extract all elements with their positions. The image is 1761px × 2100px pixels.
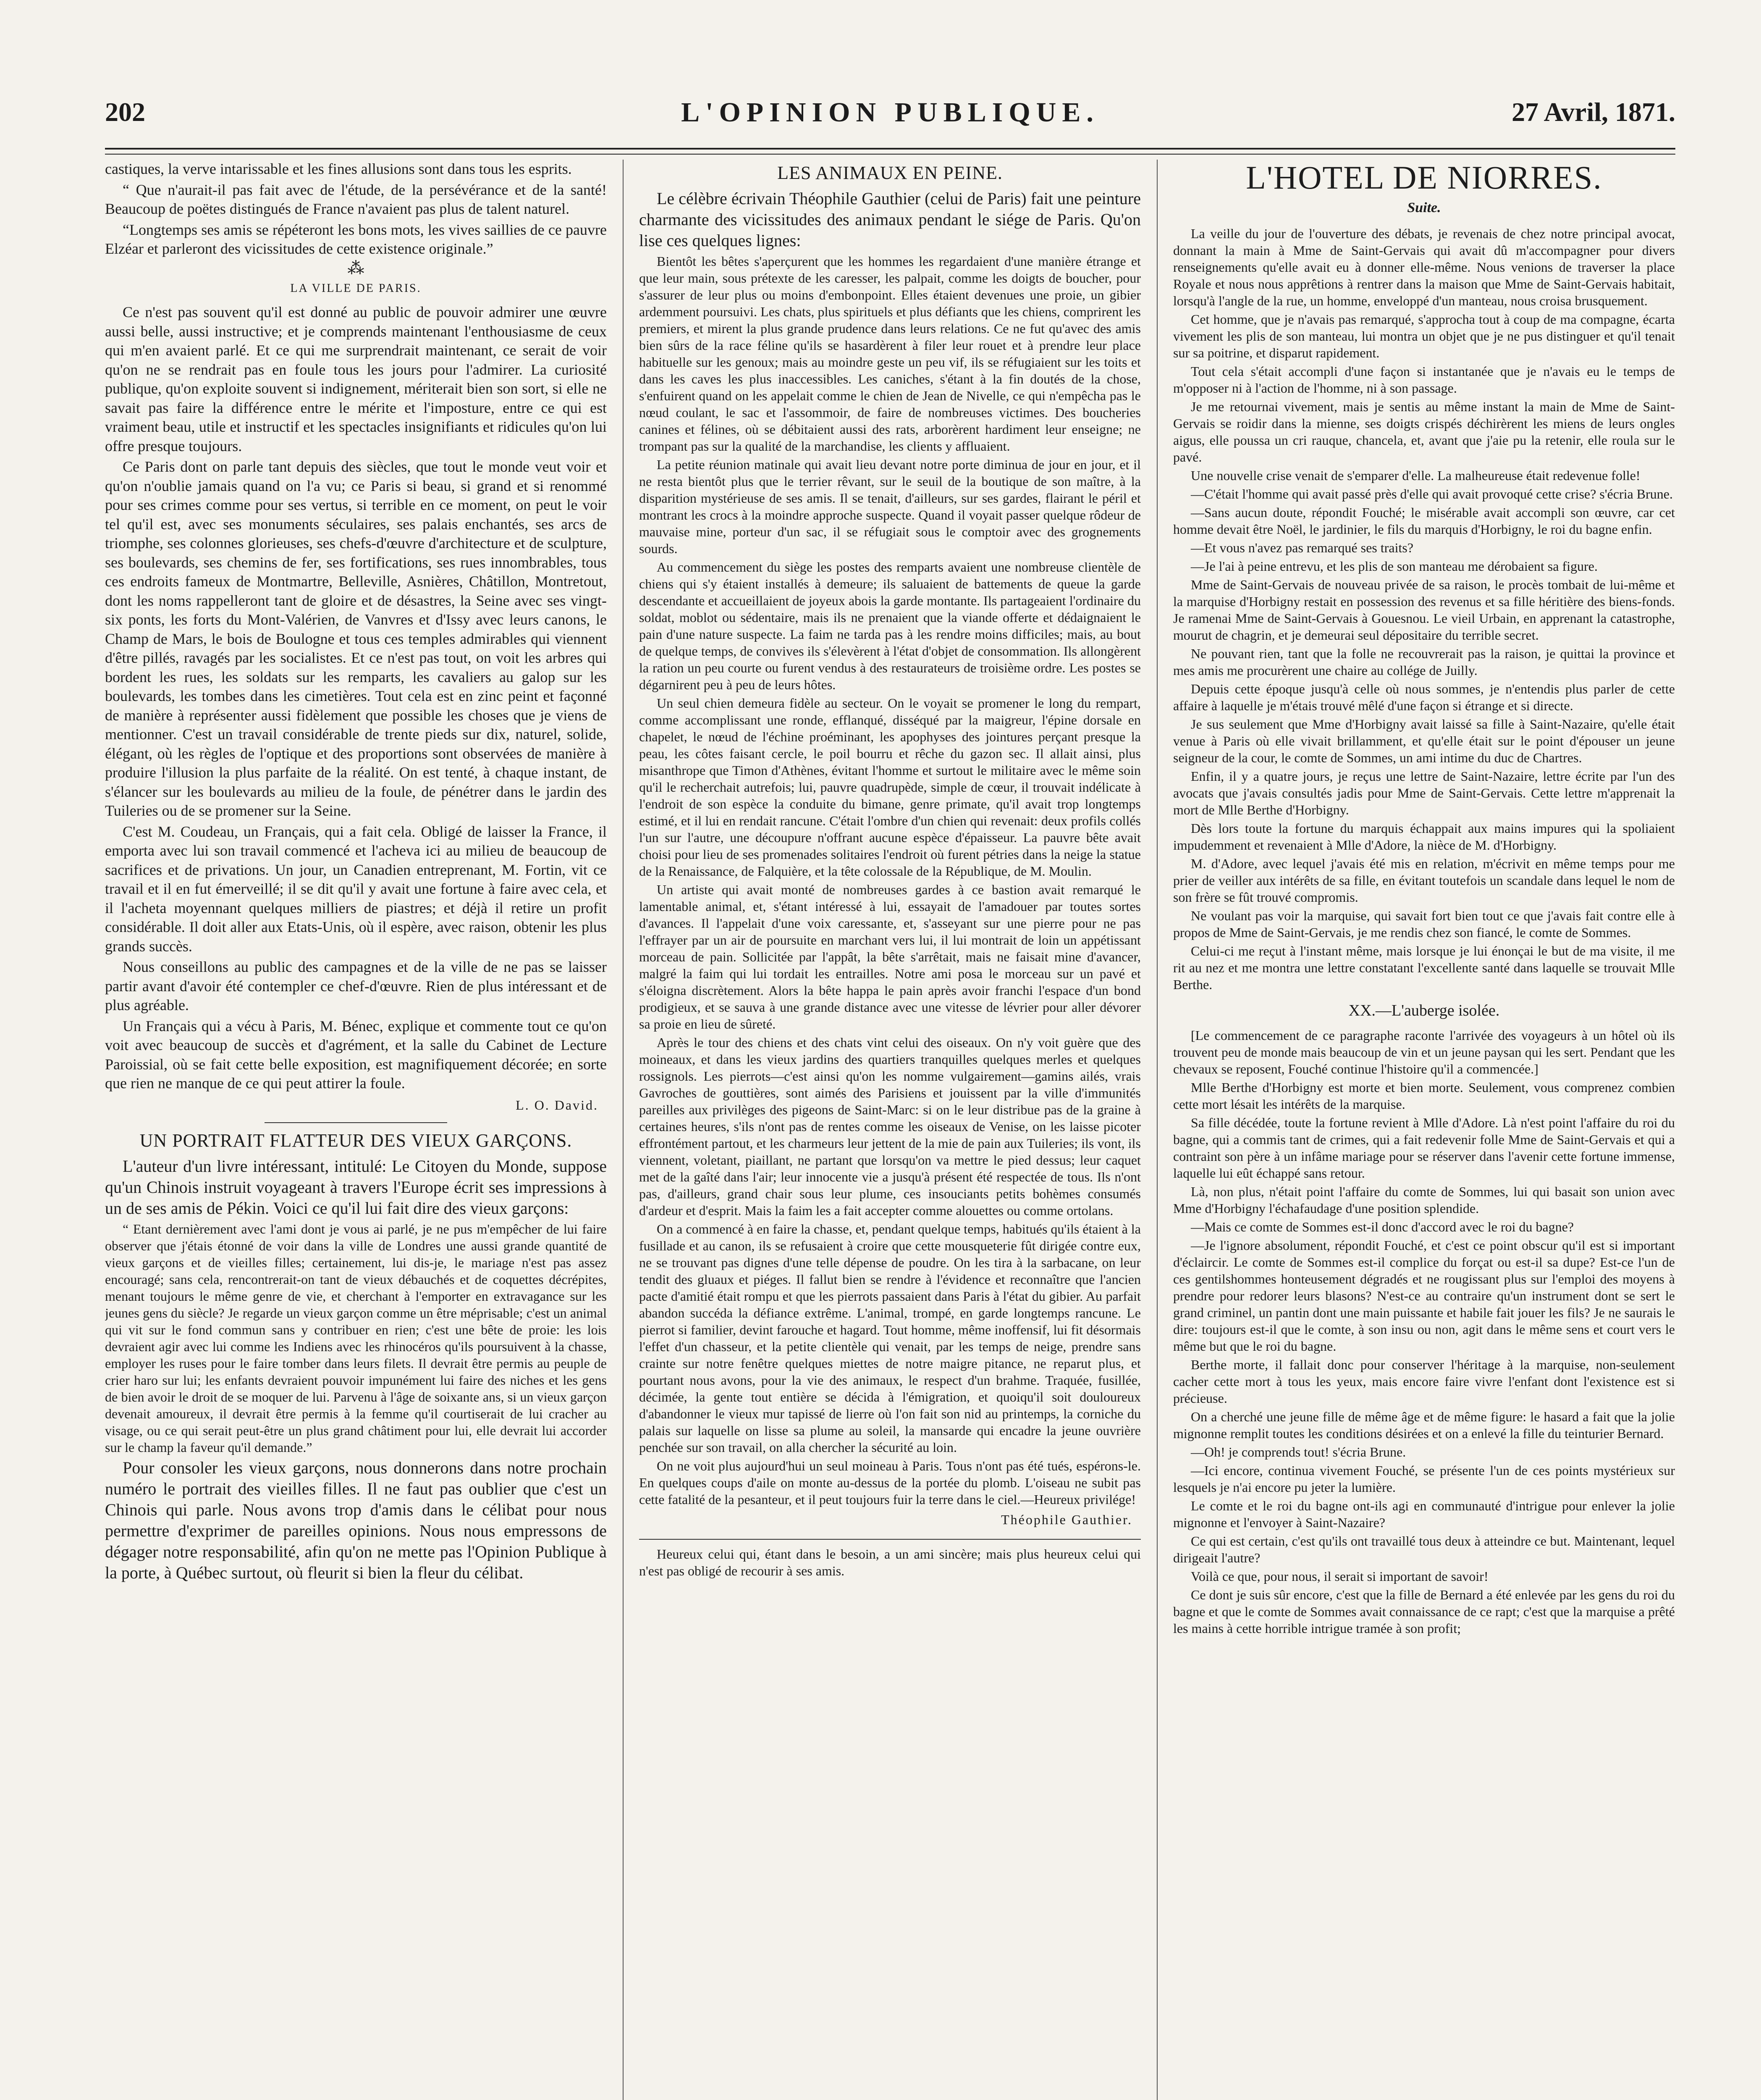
paragraph: castiques, la verve intarissable et les fines allusions sont dans tous les esprits. (105, 160, 572, 177)
masthead-rule (105, 148, 1675, 155)
paragraph: Après le tour des chiens et des chats vint celui des oiseaux. On n'y voit guère que des moineaux, et dans les vieux jardins des quartiers tranquilles quelques merles et quelques rossignols. Les pierrots—c'est ainsi qu'on les nomme vulgairement—gamins ailés, vrais Gavroches de gouttières, sont aimés des Parisiens et jouissent par la ville d'immunités pareilles aux privilèges des pigeons de Saint-Marc: si on le leur distribue pas de la graine à certaines heures, s'ils n'ont pas de rentes comme les oiseaux de Venise, on les laisse picoter effrontément partout, et les charmeurs leur jettent de la mie de pain aux Tuileries; ils vont, ils viennent, voletant, piaillant, ne partant que lorsqu'on va mettre le pied dessus; leur caquet met de la gaîté dans l'air; leur innocente vie a jusqu'à présent été respectée de tous. Ils n'ont pas, d'ailleurs, grand chair sous leur plume, ces insouciants petits bohèmes consumés d'ardeur et d'esprit. Mais la faim les a fait accepter comme alouettes ou comme ortolans. (639, 1035, 1141, 1218)
paragraph: —C'était l'homme qui avait passé près d'elle qui avait provoqué cette crise? s'écria Brune. (1191, 486, 1673, 501)
paragraph: Là, non plus, n'était point l'affaire du comte de Sommes, lui qui basait son union avec Mme d'Horbigny l'échafaudage d'une position splendide. (1173, 1184, 1675, 1216)
asterism-separator: ⁂ (347, 258, 364, 278)
article-intro: Le célèbre écrivain Théophile Gauthier (celui de Paris) fait une peinture charmante des vicissitudes des animaux pendant le siége de Paris. Qu'on lise ces quelques lignes: (639, 189, 1141, 250)
chapter-heading: XX.—L'auberge isolée. (1348, 1001, 1500, 1019)
column-3 (1173, 160, 1675, 2100)
paragraph: Dès lors toute la fortune du marquis échappait aux mains impures qui la spoliaient impudemment et revenaient à Mlle d'Adore, la nièce de M. d'Horbigny. (1173, 820, 1675, 853)
issue-date: 27 Avril, 1871. (1512, 97, 1675, 127)
article-heading-ville-de-paris: LA VILLE DE PARIS. (290, 281, 422, 295)
paragraph: Ne pouvant rien, tant que la folle ne recouvrerait pas la raison, je quittai la province et mes amis me procurèrent une chaire au collége de Juilly. (1173, 646, 1675, 678)
masthead (105, 97, 1675, 143)
page-number: 202 (105, 97, 145, 127)
paragraph: Un seul chien demeura fidèle au secteur. On le voyait se promener le long du rempart, comme accomplissant une ronde, efflanqué, disséqué par la maigreur, l'épine dorsale en chapelet, le nœud de l'échine proéminant, les apophyses des jointures perçant presque la peau, les côtes faisant cercle, le poil bourru et rêche du gazon sec. Il allait ainsi, plus misanthrope que Timon d'Athènes, évitant l'homme et surtout le militaire avec le même soin qu'il le recherchait autrefois; lui, pauvre quadrupède, simple de cœur, il trouvait indélicate à l'endroit de son espèce la conduite du bimane, genre primate, qu'il avait trop longtemps estimé, et il lui en rendait rancune. C'était l'ombre d'un chien qui revenait: deux profils collés l'un sur l'autre, une découpure n'offrant aucune espèce d'épaisseur. La pauvre bête avait choisi pour lieu de ses promenades solitaires l'endroit où furent pétries dans la neige la statue de la Renaissance, de Falquière, et la tête colossale de la République, de M. Moulin. (639, 696, 1141, 879)
column-1 (105, 160, 607, 2100)
paragraph: “Longtemps ses amis se répéteront les bons mots, les vives saillies de ce pauvre Elzéar et parleront des vicissitudes de cette existence originale.” (105, 221, 607, 257)
paragraph: La veille du jour de l'ouverture des débats, je revenais de chez notre principal avocat, donnant la main à Mme de Saint-Gervais qui avait dû m'accompagner pour divers renseignements qu'elle avait eu à donner elle-même. Nous venions de traverser la place Royale et nous nous apprêtions à rentrer dans la maison que Mme de Saint-Gervais habitait, lorsqu'à l'angle de la rue, un homme, enveloppé d'un manteau, nous croisa brusquement. (1173, 226, 1675, 308)
paragraph: —Je l'ai à peine entrevu, et les plis de son manteau me dérobaient sa figure. (1191, 558, 1598, 574)
section-divider (265, 1122, 447, 1123)
paragraph: —Ici encore, continua vivement Fouché, se présente l'un de ces points mystérieux sur lesquels je n'ai encore pu jeter la lumière. (1173, 1463, 1675, 1495)
article-heading-portrait: UN PORTRAIT FLATTEUR DES VIEUX GARÇONS. (139, 1130, 572, 1151)
paragraph: Un Français qui a vécu à Paris, M. Bénec, explique et commente tout ce qu'on voit avec beaucoup de succès et d'agrément, et la salle du Cabinet de Lecture Paroissial, où se fait cette belle exposition, est magnifiquement décorée; en sorte que rien ne manque de ce qui peut attirer la foule. (105, 1017, 607, 1092)
paragraph: Le comte et le roi du bagne ont-ils agi en communauté d'intrigue pour enlever la jolie mignonne et l'envoyer à Saint-Nazaire? (1173, 1498, 1675, 1530)
article-heading-animaux: LES ANIMAUX EN PEINE. (777, 163, 1003, 183)
author-signature: Théophile Gauthier. (1001, 1512, 1132, 1527)
paragraph: On a cherché une jeune fille de même âge et de même figure: le hasard a fait que la jolie mignonne remplit toutes les conditions désirées et on a enlevé la fille du teinturier Bernard. (1173, 1409, 1675, 1441)
paragraph: Sa fille décédée, toute la fortune revient à Mlle d'Adore. Là n'est point l'affaire du roi du bagne, qui a commis tant de crimes, qui a fait redevenir folle Mme de Saint-Gervais et qui a contraint son père à un infâme mariage pour se réserver dans l'avenir cette fortune immense, laquelle lui eût échappé sans retour. (1173, 1115, 1675, 1181)
column-divider (1157, 160, 1158, 2100)
paragraph: Ne voulant pas voir la marquise, qui savait fort bien tout ce que j'avais fait contre elle à propos de Mme de Saint-Gervais, je me rendis chez son fiancé, le comte de Sommes. (1173, 908, 1675, 940)
paragraph: Ce n'est pas souvent qu'il est donné au public de pouvoir admirer une œuvre aussi belle, aussi instructive; et je comprends maintenant l'enthousiasme de ceux qui m'en avaient parlé. Et ce qui me surprendrait maintenant, ce serait de voir qu'on ne se rendrait pas en foule tous les jours pour l'admirer. La curiosité publique, qu'on exploite souvent si indignement, mériterait bien son sort, si elle ne savait pas faire la différence entre le mérite et l'imposture, entre ce qui est vraiment beau, utile et instructif et les spectacles insignifiants et ridicules qu'on lui offre presque toujours. (105, 304, 607, 454)
column-2 (639, 160, 1141, 2100)
article-closing: Pour consoler les vieux garçons, nous donnerons dans notre prochain numéro le portrait des vieilles filles. Il ne faut pas oublier que c'est un Chinois qui parle. Nous avons trop d'amis dans le célibat pour nous permettre d'exprimer de pareilles opinions. Nous nous empressons de dégager notre responsabilité, afin qu'on ne mette pas l'Opinion Publique à la porte, à Québec surtout, où fleurit si bien la fleur du célibat. (105, 1458, 607, 1582)
paragraph: Enfin, il y a quatre jours, je reçus une lettre de Saint-Nazaire, lettre écrite par l'un des avocats que j'avais consultés jadis pour Mme de Saint-Gervais. Cette lettre m'apprenait la mort de Mlle Berthe d'Horbigny. (1173, 768, 1675, 817)
paragraph: [Le commencement de ce paragraphe raconte l'arrivée des voyageurs à un hôtel où ils trouvent peu de monde mais beaucoup de vin et un jeune paysan qui les sert. Pendant que les chevaux se reposent, Fouché continue l'histoire qu'il a commencée.] (1173, 1028, 1675, 1076)
article-lead: L'auteur d'un livre intéressant, intitulé: Le Citoyen du Monde, suppose qu'un Chinois instruit voyageant à travers l'Europe écrit ses impressions à un de ses amis de Pékin. Voici ce qu'il lui fait dire des vieux garçons: (105, 1157, 607, 1218)
paragraph: Voilà ce que, pour nous, il serait si important de savoir! (1191, 1569, 1488, 1584)
paragraph: Celui-ci me reçut à l'instant même, mais lorsque je lui énonçai le but de ma visite, il me rit au nez et me montra une lettre constatant l'excellente santé dans laquelle se trouvait Mlle Berthe. (1173, 943, 1675, 992)
paragraph: —Oh! je comprends tout! s'écria Brune. (1191, 1444, 1406, 1460)
feuilleton-suite-label: Suite. (1407, 200, 1441, 215)
paragraph: La petite réunion matinale qui avait lieu devant notre porte diminua de jour en jour, et il ne resta bientôt plus que le terrier rêvant, sur le seuil de la boutique de son maître, à la disparition mystérieuse de ses amis. Il se tenait, d'ailleurs, sur ses gardes, flairant le péril et montrant les crocs à la moindre approche suspecte. Quand il voyait passer quelque rôdeur de mauvaise mine, porteur d'un sac, il se réfugiait sous le comptoir avec des grognements sourds. (639, 457, 1141, 556)
paragraph: Je sus seulement que Mme d'Horbigny avait laissé sa fille à Saint-Nazaire, qu'elle était venue à Paris où elle vivait brillamment, et qu'elle était sur le point d'épouser un jeune seigneur de la cour, le comte de Sommes, un ami intime du duc de Chartres. (1173, 716, 1675, 765)
paragraph: Berthe morte, il fallait donc pour conserver l'héritage à la marquise, non-seulement cacher cette mort à tous les yeux, mais encore faire vivre l'enfant dont l'existence est si précieuse. (1173, 1357, 1675, 1406)
paragraph: Depuis cette époque jusqu'à celle où nous sommes, je n'entendis plus parler de cette affaire à laquelle je m'étais trouvé mêlé d'une façon si étrange et si directe. (1173, 681, 1675, 713)
paragraph: Mlle Berthe d'Horbigny est morte et bien morte. Seulement, vous comprenez combien cette mort lésait les intérêts de la marquise. (1173, 1080, 1675, 1112)
paragraph: Cet homme, que je n'avais pas remarqué, s'approcha tout à coup de ma compagne, écarta vivement les plis de son manteau, lui montra un objet que je ne pus distinguer et qu'il tenait sur sa poitrine, et disparut rapidement. (1173, 311, 1675, 360)
paragraph: —Je l'ignore absolument, répondit Fouché, et c'est ce point obscur qu'il est si important d'éclaircir. Le comte de Sommes est-il complice du forçat ou est-il sa dupe? Est-ce l'un de ces gentilshommes honteusement dégradés et ne rougissant plus sur l'emploi des moyens à prendre pour redorer leurs blasons? N'est-ce au contraire qu'un instrument dont se sert le grand criminel, un pantin dont une main puissante et habile fait jouer les fils? Je ne saurais le dire: toujours est-il que le comte, à son insu ou non, agit dans le même sens et court vers le même but que le roi du bagne. (1173, 1238, 1675, 1354)
paragraph: Tout cela s'était accompli d'une façon si instantanée que je n'avais eu le temps de m'opposer ni à l'action de l'homme, ni à son passage. (1173, 363, 1675, 396)
paragraph: Mme de Saint-Gervais de nouveau privée de sa raison, le procès tombait de lui-même et la marquise d'Horbigny restait en possession des revenus et sa fille héritière des biens-fonds. Je ramenai Mme de Saint-Gervais à Gouesnou. Le vieil Urbain, en apprenant la catastrophe, mourut de chagrin, et je demeurai seul dépositaire du terrible secret. (1173, 577, 1675, 643)
paragraph: “ Que n'aurait-il pas fait avec de l'étude, de la persévérance et de la santé! Beaucoup de poëtes distingués de France n'avaient pas plus de talent naturel. (105, 181, 607, 217)
paragraph: Ce qui est certain, c'est qu'ils ont travaillé tous deux à atteindre ce but. Maintenant, lequel dirigeait l'autre? (1173, 1533, 1675, 1565)
paragraph: Une nouvelle crise venait de s'emparer d'elle. La malheureuse était redevenue folle! (1191, 467, 1640, 483)
paragraph: —Mais ce comte de Sommes est-il donc d'accord avec le roi du bagne? (1191, 1219, 1574, 1234)
paragraph: —Et vous n'avez pas remarqué ses traits? (1191, 540, 1414, 555)
paragraph: —Sans aucun doute, répondit Fouché; le misérable avait accompli son œuvre, car cet homme devait être Noël, le jardinier, le fils du marquis d'Horbigny, le roi du bagne enfin. (1173, 504, 1675, 537)
paragraph: C'est M. Coudeau, un Français, qui a fait cela. Obligé de laisser la France, il emporta avec lui son travail commencé et l'acheva ici au milieu de beaucoup de sacrifices et de privations. Un jour, un Canadien entreprenant, M. Fortin, vit ce travail et il en fut émerveillé; il se dit qu'il y avait une fortune à faire avec cela, et il l'acheta moyennant quelques milliers de piastres; et déjà il retire un profit considérable. Il doit aller aux Etats-Unis, où il espère, avec raison, obtenir les plus grands succès. (105, 823, 607, 955)
feuilleton-title: L'HOTEL DE NIORRES. (1246, 160, 1602, 196)
author-signature: L. O. David. (516, 1097, 598, 1113)
paragraph: Nous conseillons au public des campagnes et de la ville de ne pas se laisser partir avant d'avoir été contempler ce chef-d'œuvre. Rien de plus intéressant et de plus agréable. (105, 958, 607, 1013)
paragraph: On ne voit plus aujourd'hui un seul moineau à Paris. Tous n'ont pas été tués, espérons-le. En quelques coups d'aile on monte au-dessus de la portée du plomb. L'oiseau ne subit pas cette fatalité de la pesanteur, et il peut toujours fuir la terre dans le ciel.—Heureux privilége! (639, 1458, 1141, 1507)
paragraph: Un artiste qui avait monté de nombreuses gardes à ce bastion avait remarqué le lamentable animal, et, s'étant intéressé à lui, essayait de l'amadouer par toutes sortes d'avances. Il l'appelait d'une voix caressante, et, s'asseyant sur une pierre pour ne pas l'effrayer par un air de poursuite en marchant vers lui, il lui montrait de loin un appétissant morceau de pain. Sollicitée par l'appât, la bête s'arrêtait, mais ne faisait mine d'avancer, malgré la faim qui lui tordait les entrailles. Notre ami posa le morceau sur un pavé et s'éloigna discrètement. Alors la bête happa le pain après avoir franchi l'espace d'un bond prodigieux, et se sauva à une grande distance avec une vitesse de lévrier pour aller dévorer sa proie en lieu de sûreté. (639, 882, 1141, 1032)
paragraph: Je me retournai vivement, mais je sentis au même instant la main de Mme de Saint-Gervais se roidir dans la mienne, ses doigts crispés déchirèrent les miens de leurs ongles aigus, elle poussa un cri rauque, chancela, et, avant que j'aie pu la retenir, elle roula sur le pavé. (1173, 399, 1675, 465)
paragraph: Au commencement du siège les postes des remparts avaient une nombreuse clientèle de chiens qui s'y étaient installés à demeure; ils saluaient de battements de queue la garde descendante et accueillaient de joyeux abois la garde montante. Ils partageaient l'ordinaire du soldat, moblot ou sédentaire, mais ils ne prenaient que la viande offerte et dédaignaient le pain d'une nature suspecte. La faim ne tarda pas à les rendre moins difficiles; mais, au bout de quelque temps, de convives ils s'élevèrent à l'état d'objet de consommation. Ils allongèrent la ration un peu courte ou furent vendus à des restaurateurs de troisième ordre. Les postes se dégarnirent peu à peu de leurs hôtes. (639, 559, 1141, 692)
maxim: Heureux celui qui, étant dans le besoin, a un ami sincère; mais plus heureux celui qui n'est pas obligé de recourir à ses amis. (639, 1539, 1141, 1579)
paragraph: Ce Paris dont on parle tant depuis des siècles, que tout le monde veut voir et qu'on n'oublie jamais quand on l'a vu; ce Paris si beau, si grand et si renommé pour ses crimes comme pour ses vertus, si terrible en ce moment, on peut le voir tel qu'il est, avec ses monuments séculaires, ses palais enchantés, ses arcs de triomphe, ses colonnes glorieuses, ses chefs-d'œuvre d'architecture et de sculpture, ses boulevards, ses chemins de fer, ses fortifications, ses rues innombrables, tous ces endroits fameux de Montmartre, Belleville, Asnières, Châtillon, Montretout, dont les noms rappelleront tant de gloire et de désastres, la Seine avec ses vingt-six ponts, les forts du Mont-Valérien, de Vanvres et d'Issy avec leurs canons, le Champ de Mars, le bois de Boulogne et tous ces temples admirables qui viennent d'être pillés, ravagés par les socialistes. Et ce n'est pas tout, on voit les arbres qui bordent les rues, les soldats sur les remparts, les cavaliers au galop sur les boulevards, les tombes dans les cimetières. Tout cela est en zinc peint et façonné de manière à représenter aussi fidèlement que possible les choses que je viens de mentionner. C'est un travail considérable de trente pieds sur dix, naturel, solide, élégant, où les règles de l'optique et des proportions sont observées de manière à produire l'illusion la plus parfaite de la réalité. On est tenté, à chaque instant, de s'élancer sur les boulevards au milieu de la foule, de pénétrer dans le jardin des Tuileries ou de se promener sur la Seine. (105, 458, 607, 819)
quoted-passage: “ Etant dernièrement avec l'ami dont je vous ai parlé, je ne pus m'empêcher de lui faire observer que j'étais étonné de voir dans la ville de Londres une aussi grande quantité de vieux garçons et de vieilles filles; certainement, lui dis-je, le mariage n'est pas assez encouragé; sans cela, rencontrerait-on tant de vieux débauchés et de coquettes décrépites, menant toujours le même genre de vie, et cherchant à l'emporter en extravagance sur les jeunes gens du siècle? Je regarde un vieux garçon comme un être méprisable; c'est un animal qui vit sur le fond commun sans y contribuer en rien; c'est une bête de proie: les lois devraient agir avec lui comme les Indiens avec les rhinocéros qu'ils poursuivent à la chasse, employer les ruses pour le faire tomber dans leurs filets. Il devrait être permis au peuple de crier haro sur lui; les enfants devraient pouvoir impunément lui faire des niches et les gens de bien avoir le droit de se moquer de lui. Parvenu à l'âge de soixante ans, si un vieux garçon devenait amoureux, il devrait être permis à la femme qu'il courtiserait de lui cracher au visage, ou ce qui serait peut-être un plus grand châtiment pour lui, elle devrait lui accorder sur le champ la faveur qu'il demande.” (105, 1221, 607, 1455)
column-divider (623, 160, 624, 2100)
paragraph: On a commencé à en faire la chasse, et, pendant quelque temps, habitués qu'ils étaient à la fusillade et au canon, ils se refusaient à croire que cette mousqueterie fût dirigée contre eux, ne se trouvant pas dignes d'une telle dépense de poudre. On les tira à la sarbacane, on leur tendit des gluaux et piéges. Il fallut bien se rendre à l'évidence et reconnaître que l'ancien pacte d'amitié était rompu et que les pierrots passaient dans Paris à l'état du gibier. Au parfait abandon succéda la défiance extrême. L'animal, trompé, en garde longtemps rancune. Le pierrot si familier, devint farouche et hagard. Tout homme, même inoffensif, lui fit désormais l'effet d'un chasseur, et la petite clientèle qui venait, par les temps de neige, prendre sans crainte sur notre fenêtre quelques miettes de notre maigre pitance, ne reparut plus, et pourtant nous avons, pour la vie des animaux, le respect d'un brahme. Traquée, fusillée, décimée, la gente tout entière se décida à l'émigration, et quoiqu'il soit douloureux d'abandonner le vieux mur tapissé de lierre où l'on fait son nid au printemps, la corniche du palais sur laquelle on lisse sa plume au soleil, la mansarde qui encadre la jeune ouvrière penchée sur son travail, on alla chercher la sécurité au loin. (639, 1221, 1141, 1455)
paragraph: Bientôt les bêtes s'aperçurent que les hommes les regardaient d'une manière étrange et que leur main, sous prétexte de les caresser, les palpait, comme les doigts de boucher, pour s'assurer de leur plus ou moins d'embonpoint. Elles étaient devenues une proie, un gibier ardemment poursuivi. Les chats, plus spirituels et plus défiants que les chiens, comprirent les premiers, et mirent la plus grande prudence dans leurs relations. Ce ne fut qu'avec des amis bien sûrs de la race féline qu'ils se hasardèrent à filer leur rouet et à prendre leur place habituelle sur les genoux; mais au moindre geste un peu vif, ils se réfugiaient sur les toits et dans les caves les plus inaccessibles. Les caniches, s'étant à la fin doutés de la chose, s'enfuirent quand on les appelait comme le chien de Jean de Nivelle, ce qui n'empêcha pas le nœud coulant, le sac et l'assommoir, de faire de nombreuses victimes. Des boucheries canines et félines, où se débitaient aussi des rats, arborèrent hardiment leur enseigne; ne trompant pas sur la qualité de la marchandise, les clients y affluaient. (639, 254, 1141, 454)
newspaper-title: L'OPINION PUBLIQUE. (681, 97, 1099, 128)
paragraph: M. d'Adore, avec lequel j'avais été mis en relation, m'écrivit en même temps pour me prier de veiller aux intérêts de sa fille, en évitant toutefois un scandale dans lequel le nom de son frère se fût trouvé compromis. (1173, 856, 1675, 905)
paragraph: Ce dont je suis sûr encore, c'est que la fille de Bernard a été enlevée par les gens du roi du bagne et que le comte de Sommes avait connaissance de ce rapt; c'est que la marquise a prêté les mains à cette horrible intrigue tramée à son profit; (1173, 1587, 1675, 1636)
